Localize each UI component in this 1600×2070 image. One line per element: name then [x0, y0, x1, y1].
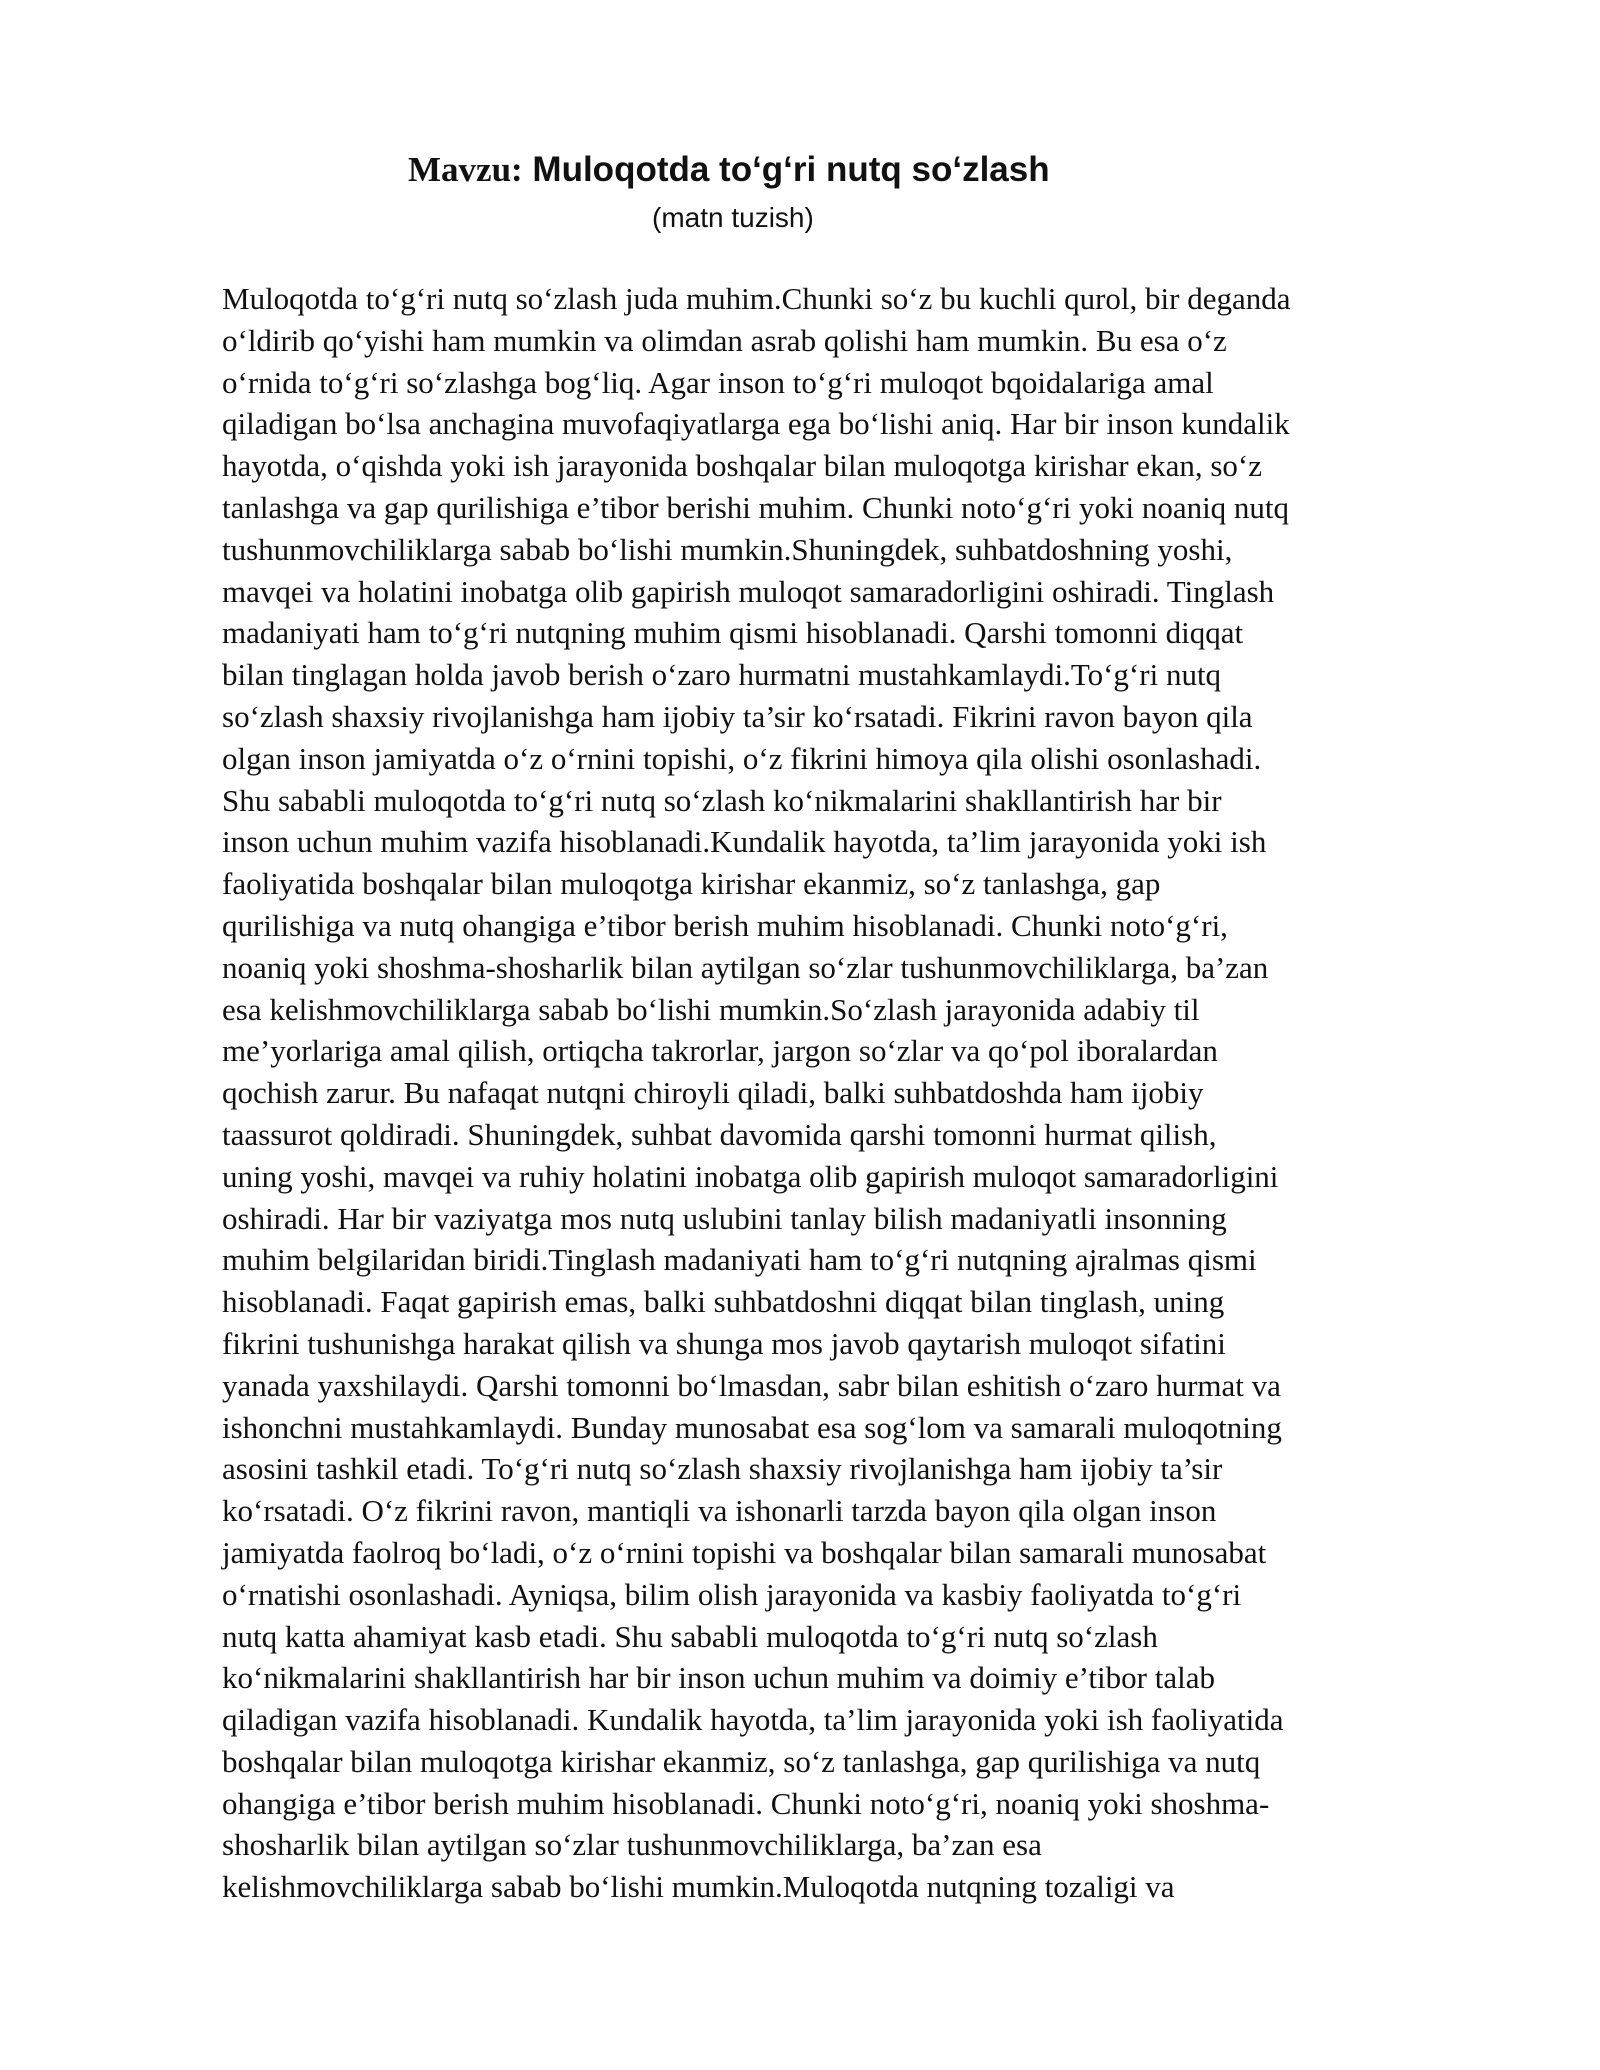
body-paragraph: [222, 278, 1482, 1908]
text-line: qochish zarur. Bu nafaqat nutqni chiroyli qiladi, balki suhbatdoshda ham ijobiy: [222, 1075, 1204, 1111]
text-line: esa kelishmovchiliklarga sabab bo‘lishi mumkin.So‘zlash jarayonida adabiy til: [222, 991, 1200, 1027]
text-line: o‘rnida to‘g‘ri so‘zlashga bog‘liq. Agar inson to‘g‘ri muloqot bqoidalariga amal: [222, 364, 1214, 400]
text-line: olgan inson jamiyatda o‘z o‘rnini topishi, o‘z fikrini himoya qila olishi osonlashadi.: [222, 740, 1262, 776]
text-line: taassurot qoldiradi. Shuningdek, suhbat davomida qarshi tomonni hurmat qilish,: [222, 1116, 1217, 1152]
text-line: tanlashga va gap qurilishiga e’tibor berishi muhim. Chunki noto‘g‘ri yoki noaniq nutq: [222, 489, 1290, 525]
text-line: ohangiga e’tibor berish muhim hisoblanadi. Chunki noto‘g‘ri, noaniq yoki shoshma-: [222, 1785, 1270, 1821]
page-subtitle: (matn tuzish): [652, 202, 814, 233]
text-line: shosharlik bilan aytilgan so‘zlar tushunmovchiliklarga, ba’zan esa: [222, 1827, 1042, 1863]
text-line: muhim belgilaridan biridi.Tinglash madaniyati ham to‘g‘ri nutqning ajralmas qismi: [222, 1242, 1257, 1278]
text-line: tushunmovchiliklarga sabab bo‘lishi mumkin.Shuningdek, suhbatdoshning yoshi,: [222, 531, 1233, 567]
text-line: me’yorlariga amal qilish, ortiqcha takrorlar, jargon so‘zlar va qo‘pol iboralardan: [222, 1033, 1218, 1069]
text-line: o‘rnatishi osonlashadi. Ayniqsa, bilim olish jarayonida va kasbiy faoliyatda to‘g‘ri: [222, 1576, 1242, 1612]
text-line: ko‘nikmalarini shakllantirish har bir inson uchun muhim va doimiy e’tibor talab: [222, 1660, 1215, 1696]
text-line: hisoblanadi. Faqat gapirish emas, balki suhbatdoshni diqqat bilan tinglash, uning: [222, 1284, 1225, 1320]
text-line: fikrini tushunishga harakat qilish va shunga mos javob qaytarish muloqot sifatini: [222, 1325, 1226, 1361]
text-line: jamiyatda faolroq bo‘ladi, o‘z o‘rnini topishi va boshqalar bilan samarali munosabat: [222, 1534, 1267, 1570]
text-line: ko‘rsatadi. O‘z fikrini ravon, mantiqli va ishonarli tarzda bayon qila olgan inson: [222, 1493, 1217, 1529]
title-main: Muloqotda to‘g‘ri nutq so‘zlash: [522, 150, 1050, 189]
text-line: hayotda, o‘qishda yoki ish jarayonida boshqalar bilan muloqotga kirishar ekan, so‘z: [222, 448, 1262, 484]
text-line: inson uchun muhim vazifa hisoblanadi.Kundalik hayotda, ta’lim jarayonida yoki ish: [222, 824, 1267, 860]
text-line: faoliyatida boshqalar bilan muloqotga kirishar ekanmiz, so‘z tanlashga, gap: [222, 866, 1161, 902]
text-line: Muloqotda to‘g‘ri nutq so‘zlash juda muhim.Chunki so‘z bu kuchli qurol, bir deganda: [222, 281, 1291, 316]
text-line: yanada yaxshilaydi. Qarshi tomonni bo‘lmasdan, sabr bilan eshitish o‘zaro hurmat va: [222, 1367, 1281, 1403]
text-line: so‘zlash shaxsiy rivojlanishga ham ijobiy ta’sir ko‘rsatadi. Fikrini ravon bayon qila: [222, 698, 1253, 734]
text-line: oshiradi. Har bir vaziyatga mos nutq uslubini tanlay bilish madaniyatli insonning: [222, 1200, 1227, 1236]
text-line: bilan tinglagan holda javob berish o‘zaro hurmatni mustahkamlaydi.To‘g‘ri nutq: [222, 657, 1222, 693]
text-line: qiladigan bo‘lsa anchagina muvofaqiyatlarga ega bo‘lishi aniq. Har bir inson kundalik: [222, 406, 1290, 442]
title-prefix: Mavzu:: [408, 150, 523, 189]
text-line: qiladigan vazifa hisoblanadi. Kundalik hayotda, ta’lim jarayonida yoki ish faoliyatida: [222, 1702, 1284, 1738]
text-line: noaniq yoki shoshma-shosharlik bilan aytilgan so‘zlar tushunmovchiliklarga, ba’zan: [222, 949, 1269, 985]
text-line: nutq katta ahamiyat kasb etadi. Shu sababli muloqotda to‘g‘ri nutq so‘zlash: [222, 1618, 1158, 1654]
text-line: kelishmovchiliklarga sabab bo‘lishi mumkin.Muloqotda nutqning tozaligi va: [222, 1869, 1175, 1905]
text-line: o‘ldirib qo‘yishi ham mumkin va olimdan asrab qolishi ham mumkin. Bu esa o‘z: [222, 322, 1227, 358]
text-line: asosini tashkil etadi. To‘g‘ri nutq so‘zlash shaxsiy rivojlanishga ham ijobiy ta’sir: [222, 1451, 1223, 1487]
page-title: [408, 148, 1050, 192]
text-line: madaniyati ham to‘g‘ri nutqning muhim qismi hisoblanadi. Qarshi tomonni diqqat: [222, 615, 1244, 651]
text-line: Shu sababli muloqotda to‘g‘ri nutq so‘zlash ko‘nikmalarini shakllantirish har bir: [222, 782, 1222, 818]
text-line: ishonchni mustahkamlaydi. Bunday munosabat esa sog‘lom va samarali muloqotning: [222, 1409, 1282, 1445]
text-line: qurilishiga va nutq ohangiga e’tibor berish muhim hisoblanadi. Chunki noto‘g‘ri,: [222, 907, 1228, 943]
text-line: mavqei va holatini inobatga olib gapirish muloqot samaradorligini oshiradi. Tinglash: [222, 573, 1275, 609]
text-line: boshqalar bilan muloqotga kirishar ekanmiz, so‘z tanlashga, gap qurilishiga va nutq: [222, 1743, 1261, 1779]
text-line: uning yoshi, mavqei va ruhiy holatini inobatga olib gapirish muloqot samaradorligini: [222, 1158, 1279, 1194]
